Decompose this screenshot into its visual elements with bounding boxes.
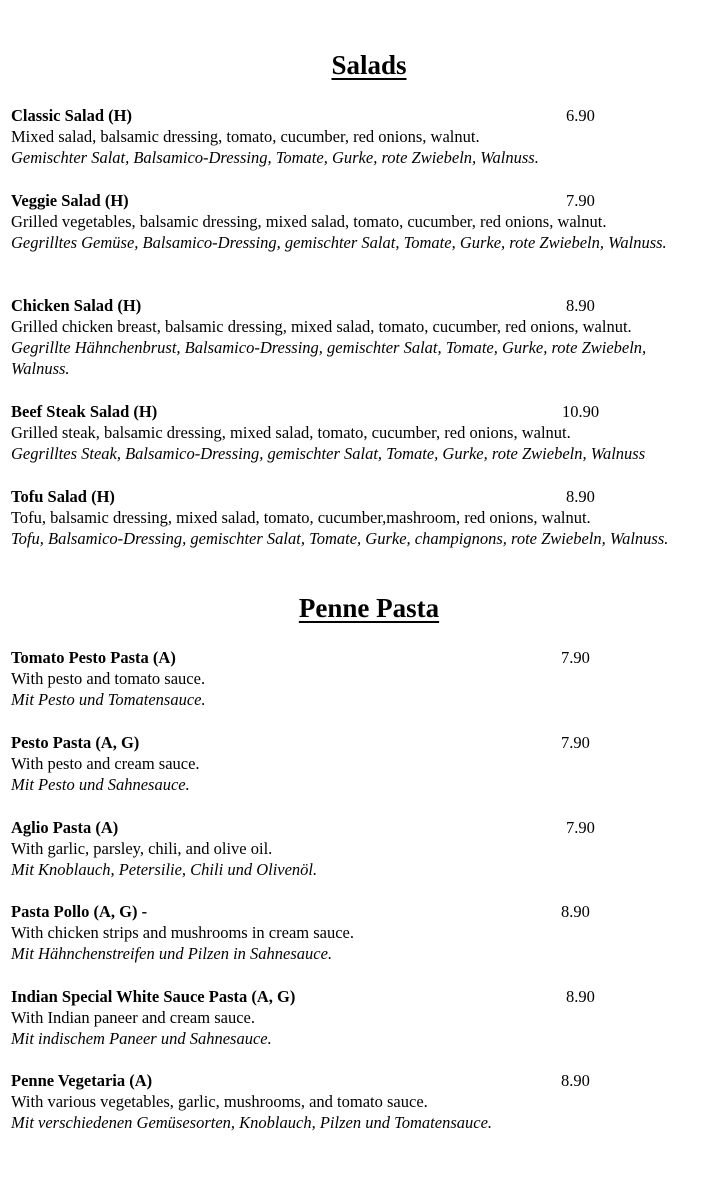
item-name: Penne Vegetaria (A): [11, 1071, 153, 1090]
menu-item-pesto-pasta: [11, 732, 718, 795]
menu-item-tomato-pesto-pasta: [11, 647, 718, 710]
menu-item-classic-salad: [11, 105, 718, 168]
item-name: Tofu Salad (H): [11, 487, 115, 506]
item-price: 8.90: [566, 296, 595, 315]
item-description-de: Mit indischem Paneer und Sahnesauce.: [11, 1029, 272, 1048]
item-price: 8.90: [566, 487, 595, 506]
item-name: Indian Special White Sauce Pasta (A, G): [11, 987, 296, 1006]
menu-item-tofu-salad: [11, 486, 718, 549]
menu-item-veggie-salad: [11, 190, 718, 253]
item-name: Tomato Pesto Pasta (A): [11, 648, 176, 667]
item-description-en: With chicken strips and mushrooms in cream sauce.: [11, 923, 354, 942]
item-description-de: Gemischter Salat, Balsamico-Dressing, Tomate, Gurke, rote Zwiebeln, Walnuss.: [11, 148, 539, 167]
item-description-en: Mixed salad, balsamic dressing, tomato, cucumber, red onions, walnut.: [11, 127, 480, 146]
item-price: 6.90: [566, 106, 595, 125]
item-description-de: Tofu, Balsamico-Dressing, gemischter Salat, Tomate, Gurke, champignons, rote Zwiebeln, Walnuss.: [11, 529, 669, 548]
item-description-de: Mit verschiedenen Gemüsesorten, Knoblauch, Pilzen und Tomatensauce.: [11, 1113, 493, 1132]
menu-item-pasta-pollo: [11, 901, 718, 964]
section-title-penne-pasta: Penne Pasta: [298, 593, 440, 623]
item-price: 7.90: [561, 648, 590, 667]
menu-item-chicken-salad: [11, 295, 718, 379]
item-price: 8.90: [561, 902, 590, 921]
item-price: 8.90: [561, 1071, 590, 1090]
item-price: 8.90: [566, 987, 595, 1006]
item-description-en: With various vegetables, garlic, mushrooms, and tomato sauce.: [11, 1092, 428, 1111]
item-description-de: Gegrillte Hähnchenbrust, Balsamico-Dressing, gemischter Salat, Tomate, Gurke, rote Zwiebeln, Walnuss.: [11, 338, 647, 378]
item-price: 7.90: [566, 191, 595, 210]
menu-item-beef-steak-salad: [11, 401, 718, 464]
item-description-en: Grilled chicken breast, balsamic dressing, mixed salad, tomato, cucumber, red onions, walnut.: [11, 317, 632, 336]
item-name: Pesto Pasta (A, G): [11, 733, 140, 752]
item-description-de: Gegrilltes Gemüse, Balsamico-Dressing, gemischter Salat, Tomate, Gurke, rote Zwiebeln, Walnuss.: [11, 233, 667, 252]
menu-item-penne-vegetaria: [11, 1070, 718, 1133]
item-price: 7.90: [561, 733, 590, 752]
item-description-en: With pesto and tomato sauce.: [11, 669, 206, 688]
item-description-en: Grilled steak, balsamic dressing, mixed salad, tomato, cucumber, red onions, walnut.: [11, 423, 571, 442]
item-description-en: Grilled vegetables, balsamic dressing, mixed salad, tomato, cucumber, red onions, walnut.: [11, 212, 607, 231]
menu-item-aglio-pasta: [11, 817, 718, 880]
item-name: Pasta Pollo (A, G) -: [11, 902, 148, 921]
item-name: Chicken Salad (H): [11, 296, 142, 315]
menu-item-indian-special-white-sauce-pasta: [11, 986, 718, 1049]
item-price: 7.90: [566, 818, 595, 837]
item-price: 10.90: [562, 402, 600, 421]
section-title-salads: Salads: [331, 50, 407, 80]
item-description-en: With pesto and cream sauce.: [11, 754, 200, 773]
item-description-de: Mit Knoblauch, Petersilie, Chili und Olivenöl.: [11, 860, 318, 879]
item-description-en: With Indian paneer and cream sauce.: [11, 1008, 255, 1027]
item-name: Aglio Pasta (A): [11, 818, 119, 837]
item-name: Veggie Salad (H): [11, 191, 129, 210]
item-description-en: With garlic, parsley, chili, and olive oil.: [11, 839, 273, 858]
item-description-de: Mit Pesto und Tomatensauce.: [11, 690, 206, 709]
item-description-en: Tofu, balsamic dressing, mixed salad, tomato, cucumber,mashroom, red onions, walnut.: [11, 508, 591, 527]
item-description-de: Mit Hähnchenstreifen und Pilzen in Sahnesauce.: [11, 944, 333, 963]
item-description-de: Gegrilltes Steak, Balsamico-Dressing, gemischter Salat, Tomate, Gurke, rote Zwiebeln, Walnuss: [11, 444, 646, 463]
item-name: Beef Steak Salad (H): [11, 402, 158, 421]
item-description-de: Mit Pesto und Sahnesauce.: [11, 775, 190, 794]
item-name: Classic Salad (H): [11, 106, 133, 125]
